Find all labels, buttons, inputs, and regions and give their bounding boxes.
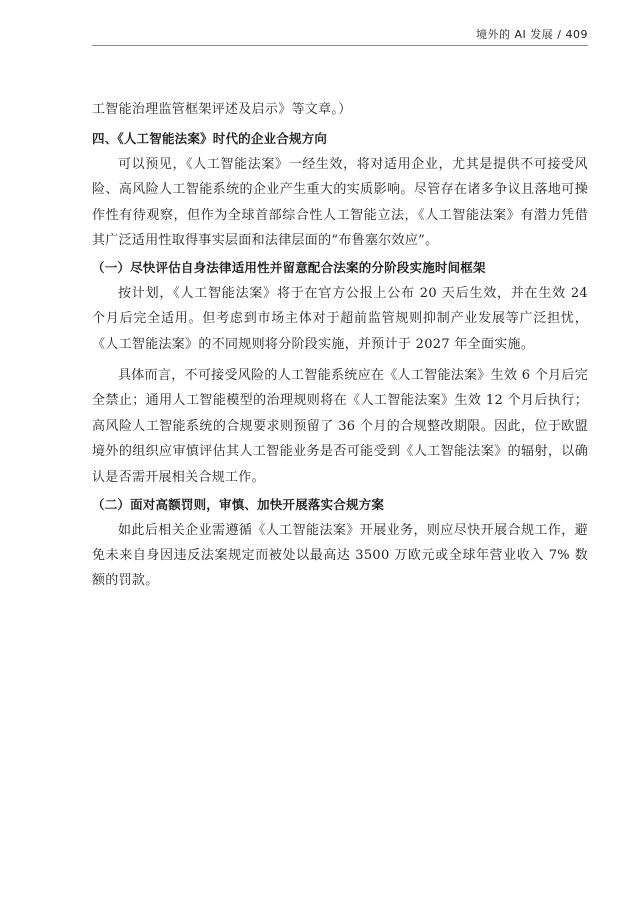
subsection-1-paragraph-1: 按计划，《人工智能法案》将于在官方公报上公布 20 天后生效，并在生效 24 个月后完全适用。但考虑到市场主体对于超前监管规则抑制产业发展等广泛担忧，《人工智能法案》的不同规则将分阶段实施，并预计于 2027 年全面实施。 (92, 285, 588, 352)
subsection-heading-1: （一）尽快评估自身法律适用性并留意配合法案的分阶段实施时间框架 (92, 260, 486, 276)
header-rule (92, 45, 588, 46)
running-header: 境外的 AI 发展 / 409 (476, 28, 588, 41)
subsection-heading-2: （二）面对高额罚则，审慎、加快开展落实合规方案 (92, 497, 385, 513)
subsection-2-paragraph-1: 如此后相关企业需遵循《人工智能法案》开展业务，则应尽快开展合规工作，避免未来自身因违反法案规定而被处以最高达 3500 万欧元或全球年营业收入 7% 数额的罚款。 (92, 522, 588, 589)
intro-paragraph: 可以预见，《人工智能法案》一经生效，将对适用企业，尤其是提供不可接受风险、高风险人工智能系统的企业产生重大的实质影响。尽管存在诸多争议且落地可操作性有待观察，但作为全球首部综合性人工智能立法，《人工智能法案》有潜力凭借其广泛适用性取得事实层面和法律层面的“布鲁塞尔效应”。 (92, 156, 588, 249)
subsection-1-paragraph-2: 具体而言，不可接受风险的人工智能系统应在《人工智能法案》生效 6 个月后完全禁止；通用人工智能模型的治理规则将在《人工智能法案》生效 12 个月后执行；高风险人工智能系统的合规要求则预留了 36 个月的合规整改期限。因此，位于欧盟境外的组织应审慎评估其人工智能业务是否可能受到《人工智能法案》的辐射，以确认是否需开展相关合规工作。 (92, 368, 588, 485)
continuation-text: 工智能治理监管框架评述及启示》等文章。） (92, 102, 352, 117)
section-heading: 四、《人工智能法案》时代的企业合规方向 (92, 131, 328, 147)
page-body (92, 97, 588, 594)
